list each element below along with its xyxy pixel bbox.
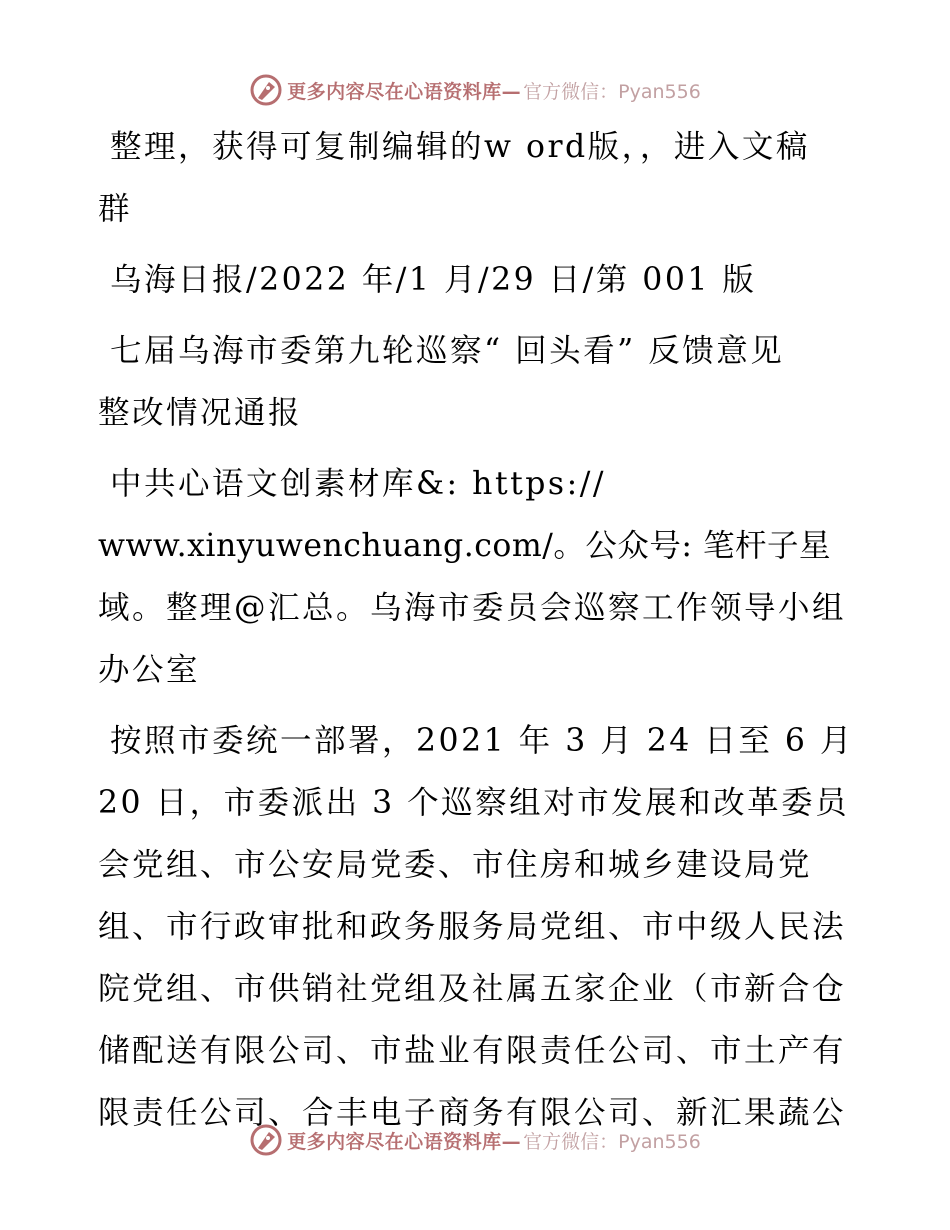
watermark-banner-top: [0, 70, 950, 110]
doc-line: 按照市委统一部署，2021 年 3 月 24 日至 6 月: [110, 723, 854, 759]
doc-line: 会党组、市公安局党委、市住房和城乡建设局党: [98, 847, 813, 883]
doc-line: 储配送有限公司、市盐业有限责任公司、市土产有: [98, 1033, 847, 1069]
watermark-wechat: 官方微信：Pyan556: [523, 80, 701, 103]
doc-line: www.xinyuwenchuang.com/。公众号: 笔杆子星: [98, 528, 831, 564]
doc-line: 七届乌海市委第九轮巡察“ 回头看” 反馈意见: [110, 333, 785, 369]
doc-line: 整改情况通报: [98, 395, 303, 431]
doc-line: 组、市行政审批和政务服务局党组、市中级人民法: [98, 909, 847, 945]
doc-line: 域。整理@汇总。乌海市委员会巡察工作领导小组: [98, 590, 847, 626]
pen-nib-circle-icon: [249, 73, 283, 107]
watermark-wechat: 官方微信：Pyan556: [523, 1130, 701, 1153]
document-body: [98, 116, 858, 1144]
doc-line: 乌海日报/2022 年/1 月/29 日/第 001 版: [110, 262, 757, 298]
doc-line: 群: [98, 191, 133, 227]
pen-nib-circle-icon: [249, 1123, 283, 1157]
doc-line: 办公室: [98, 652, 201, 688]
watermark-banner-bottom: [0, 1120, 950, 1160]
doc-line: 20 日，市委派出 3 个巡察组对市发展和改革委员: [98, 785, 850, 821]
watermark-slogan: 更多内容尽在心语资料库—: [287, 1130, 522, 1153]
doc-line: 中共心语文创素材库&: https://: [110, 466, 606, 502]
watermark-slogan: 更多内容尽在心语资料库—: [287, 80, 522, 103]
doc-line: 整理，获得可复制编辑的w ord版，，进入文稿: [110, 129, 810, 165]
doc-line: 院党组、市供销社党组及社属五家企业（市新合仓: [98, 971, 847, 1007]
doc-line: 限责任公司、合丰电子商务有限公司、新汇果蔬公: [98, 1095, 847, 1131]
